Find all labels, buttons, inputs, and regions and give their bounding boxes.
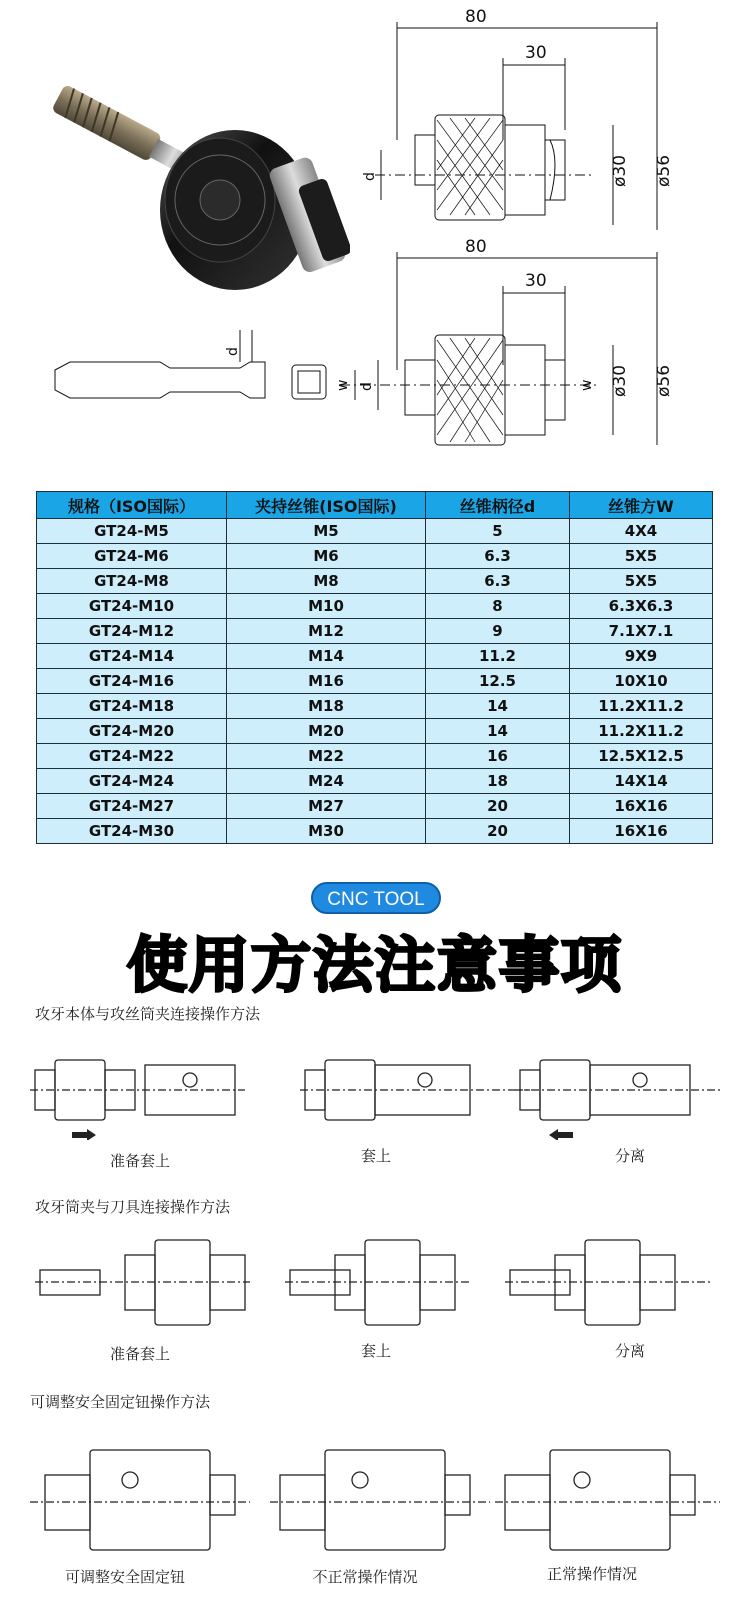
cell-square: 14X14 (570, 769, 713, 794)
cell-shank-dia: 12.5 (426, 669, 570, 694)
cell-tap-clamp: M5 (227, 519, 426, 544)
table-row (37, 719, 713, 744)
caption-1-3: 分离 (614, 1147, 645, 1165)
cell-square: 12.5X12.5 (570, 744, 713, 769)
cell-square: 16X16 (570, 819, 713, 844)
table-row (37, 644, 713, 669)
cell-tap-clamp: M16 (227, 669, 426, 694)
cell-tap-clamp: M22 (227, 744, 426, 769)
dim-bottom-w: w (579, 379, 595, 391)
table-header-row (37, 492, 713, 519)
cell-tap-clamp: M18 (227, 694, 426, 719)
dim-bottom-overall: 80 (465, 237, 487, 257)
cell-spec: GT24-M22 (37, 744, 227, 769)
cell-spec: GT24-M18 (37, 694, 227, 719)
cell-tap-clamp: M10 (227, 594, 426, 619)
arrow-right-icon (72, 1129, 96, 1140)
table-row (37, 519, 713, 544)
cnc-tool-badge: CNC TOOL (311, 882, 441, 914)
table-row (37, 544, 713, 569)
cell-spec: GT24-M27 (37, 794, 227, 819)
drawing-top (355, 0, 750, 240)
dim-top-partial: 30 (525, 43, 547, 63)
cell-spec: GT24-M5 (37, 519, 227, 544)
caption-2-2: 套上 (360, 1342, 391, 1360)
cell-shank-dia: 11.2 (426, 644, 570, 669)
arrow-left-icon (549, 1129, 573, 1140)
caption-3-1: 可调整安全固定钮 (64, 1568, 185, 1586)
caption-3-2: 不正常操作情况 (312, 1568, 418, 1586)
cell-tap-clamp: M12 (227, 619, 426, 644)
drawing-bottom (40, 230, 750, 460)
cell-spec: GT24-M8 (37, 569, 227, 594)
cell-square: 5X5 (570, 569, 713, 594)
cell-shank-dia: 6.3 (426, 569, 570, 594)
cell-spec: GT24-M6 (37, 544, 227, 569)
cell-spec: GT24-M12 (37, 619, 227, 644)
cell-shank-dia: 5 (426, 519, 570, 544)
dim-tap-w: w (335, 379, 351, 391)
section-3-figures (30, 1430, 730, 1560)
header-spec: 规格（ISO国际） (37, 492, 227, 519)
table-row (37, 619, 713, 644)
caption-1-2: 套上 (360, 1147, 391, 1165)
section-1-figures (30, 1035, 730, 1140)
usage-title: 使用方法注意事项 (127, 931, 623, 1001)
cell-shank-dia: 14 (426, 694, 570, 719)
dim-top-outer-dia: ø56 (654, 154, 674, 187)
cell-square: 5X5 (570, 544, 713, 569)
cell-shank-dia: 8 (426, 594, 570, 619)
dim-bottom-partial: 30 (525, 271, 547, 291)
dim-top-inner-dia: ø30 (610, 154, 630, 187)
cell-shank-dia: 18 (426, 769, 570, 794)
cell-shank-dia: 9 (426, 619, 570, 644)
spec-table (36, 491, 713, 844)
cell-tap-clamp: M14 (227, 644, 426, 669)
caption-3-3: 正常操作情况 (546, 1565, 637, 1583)
cell-tap-clamp: M27 (227, 794, 426, 819)
header-tap-clamp: 夹持丝锥(ISO国际) (227, 492, 426, 519)
cell-shank-dia: 14 (426, 719, 570, 744)
cell-tap-clamp: M20 (227, 719, 426, 744)
caption-2-3: 分离 (614, 1342, 645, 1360)
table-row (37, 769, 713, 794)
cell-square: 11.2X11.2 (570, 694, 713, 719)
cell-shank-dia: 20 (426, 819, 570, 844)
table-row (37, 744, 713, 769)
cell-square: 11.2X11.2 (570, 719, 713, 744)
section-label-2: 攻牙筒夹与刀具连接操作方法 (35, 1198, 231, 1216)
cell-tap-clamp: M30 (227, 819, 426, 844)
header-shank-dia: 丝锥柄径d (426, 492, 570, 519)
table-row (37, 819, 713, 844)
dim-tap-d: d (225, 347, 241, 356)
caption-1-1: 准备套上 (109, 1152, 170, 1170)
cell-spec: GT24-M10 (37, 594, 227, 619)
cell-spec: GT24-M20 (37, 719, 227, 744)
cell-shank-dia: 16 (426, 744, 570, 769)
cell-shank-dia: 20 (426, 794, 570, 819)
table-row (37, 794, 713, 819)
section-2-figures (30, 1230, 730, 1335)
dim-top-overall: 80 (465, 7, 487, 27)
table-row (37, 569, 713, 594)
cell-square: 10X10 (570, 669, 713, 694)
section-label-1: 攻牙本体与攻丝筒夹连接操作方法 (35, 1005, 261, 1023)
cell-spec: GT24-M16 (37, 669, 227, 694)
caption-2-1: 准备套上 (109, 1345, 170, 1363)
dim-bottom-d: d (359, 382, 375, 391)
dim-bottom-inner-dia: ø30 (610, 364, 630, 397)
cell-tap-clamp: M8 (227, 569, 426, 594)
cell-shank-dia: 6.3 (426, 544, 570, 569)
cell-spec: GT24-M30 (37, 819, 227, 844)
cell-square: 6.3X6.3 (570, 594, 713, 619)
dim-bottom-outer-dia: ø56 (654, 364, 674, 397)
table-row (37, 694, 713, 719)
table-row (37, 669, 713, 694)
section-label-3: 可调整安全固定钮操作方法 (30, 1393, 211, 1411)
cell-spec: GT24-M14 (37, 644, 227, 669)
cell-square: 9X9 (570, 644, 713, 669)
cell-square: 4X4 (570, 519, 713, 544)
cell-square: 16X16 (570, 794, 713, 819)
cell-tap-clamp: M24 (227, 769, 426, 794)
header-square: 丝锥方W (570, 492, 713, 519)
cell-square: 7.1X7.1 (570, 619, 713, 644)
cell-spec: GT24-M24 (37, 769, 227, 794)
dim-top-d: d (362, 172, 378, 181)
cell-tap-clamp: M6 (227, 544, 426, 569)
table-row (37, 594, 713, 619)
